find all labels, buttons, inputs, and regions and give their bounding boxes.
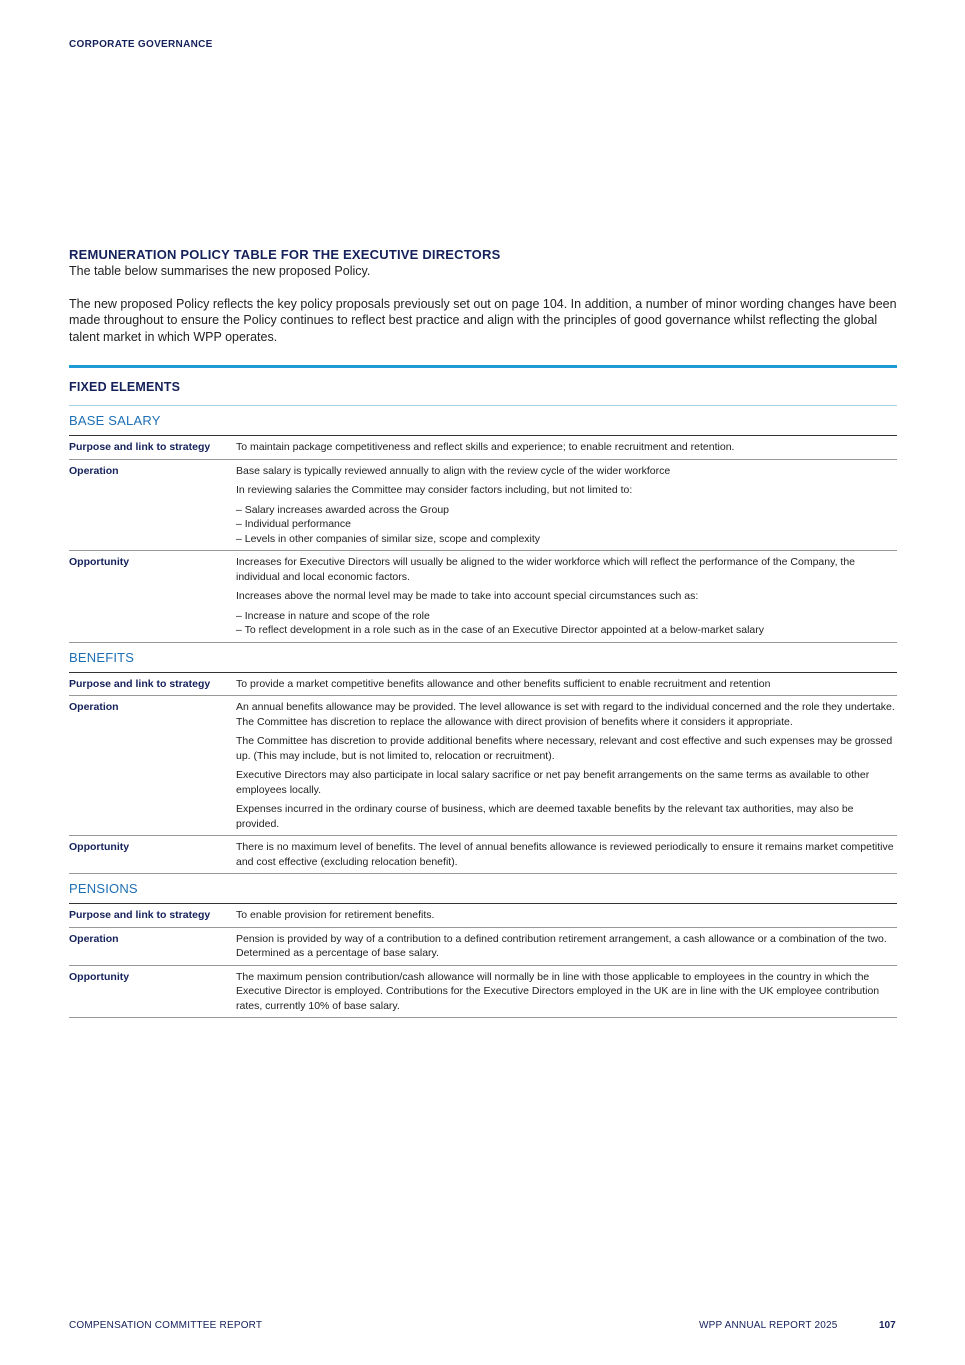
- row-label: Purpose and link to strategy: [69, 909, 211, 921]
- footer-report-title: WPP ANNUAL REPORT 2025: [699, 1320, 838, 1331]
- bullet-item: – Individual performance: [236, 518, 351, 530]
- row-paragraph: Executive Directors may also participate in local salary sacrifice or net pay benefit arrangements on the same terms as available to other employees locally.: [236, 769, 870, 796]
- group-title: BASE SALARY: [69, 406, 897, 436]
- page-number: 107: [879, 1320, 896, 1331]
- row-label: Operation: [69, 701, 119, 713]
- row-label: Operation: [69, 932, 119, 945]
- row-paragraph: To provide a market competitive benefits allowance and other benefits sufficient to enable recruitment and retention: [236, 677, 771, 690]
- intro: [69, 247, 897, 345]
- table-row: [69, 696, 897, 836]
- policy-groups: [69, 406, 897, 1018]
- bullet-item: – Increase in nature and scope of the role: [236, 609, 430, 622]
- row-label: Purpose and link to strategy: [69, 677, 211, 690]
- row-paragraph: Increases above the normal level may be made to take into account special circumstances such as:: [236, 590, 699, 602]
- row-paragraph: Base salary is typically reviewed annually to align with the review cycle of the wider workforce: [236, 464, 671, 477]
- row-paragraph: The Committee has discretion to provide additional benefits where necessary, relevant and cost effective and such expenses may be grossed up. (This may include, but is not limited to, relocation or recruitment).: [236, 735, 893, 762]
- row-label: Purpose and link to strategy: [69, 441, 211, 453]
- row-label: Opportunity: [69, 556, 130, 568]
- fixed-elements-title: FIXED ELEMENTS: [69, 368, 897, 406]
- row-content: [236, 970, 897, 1014]
- row-paragraph: In reviewing salaries the Committee may consider factors including, but not limited to:: [236, 484, 633, 496]
- row-content: [236, 464, 897, 547]
- row-paragraph: The maximum pension contribution/cash allowance will normally be in line with those applicable to employees in the country in which the Executive Director is employed. Contributions for the Executive Directors employed in the UK are in line with the UK employee contribution rates, currently 10% of base salary.: [236, 970, 880, 1012]
- row-content: [236, 440, 897, 455]
- bullet-item: – Levels in other companies of similar size, scope and complexity: [236, 532, 541, 545]
- row-content: [236, 908, 897, 923]
- row-label: Opportunity: [69, 841, 130, 853]
- group-title: PENSIONS: [69, 874, 897, 904]
- intro-subtitle: The table below summarises the new proposed Policy.: [69, 264, 371, 278]
- bullet-list: [236, 503, 897, 547]
- row-content: [236, 840, 897, 869]
- bullet-list: [236, 609, 897, 638]
- row-paragraph: Expenses incurred in the ordinary course of business, which are deemed taxable benefits by the relevant tax authorities, may also be provided.: [236, 803, 854, 830]
- bullet-item: – To reflect development in a role such as in the case of an Executive Director appointed at a below-market salary: [236, 624, 765, 636]
- group-title: BENEFITS: [69, 643, 897, 673]
- row-label: Operation: [69, 464, 119, 477]
- table-row: [69, 436, 897, 460]
- row-paragraph: An annual benefits allowance may be provided. The level allowance is set with regard to the individual concerned and the role they undertake. The Committee has discretion to replace the allowance with direct provision of benefits where it considers it appropriate.: [236, 701, 895, 728]
- policy-table: [69, 365, 897, 1018]
- policy-table-title: REMUNERATION POLICY TABLE FOR THE EXECUTIVE DIRECTORS: [69, 247, 501, 262]
- row-paragraph: To maintain package competitiveness and reflect skills and experience; to enable recruitment and retention.: [236, 441, 735, 453]
- table-row: [69, 460, 897, 552]
- row-content: [236, 932, 897, 961]
- table-row: [69, 966, 897, 1019]
- row-label: Opportunity: [69, 970, 130, 983]
- row-paragraph: There is no maximum level of benefits. The level of annual benefits allowance is reviewed periodically to ensure it remains market competitive and cost effective (excluding relocation benefit).: [236, 841, 894, 868]
- row-paragraph: To enable provision for retirement benefits.: [236, 909, 435, 921]
- table-row: [69, 836, 897, 874]
- section-header: CORPORATE GOVERNANCE: [69, 39, 213, 50]
- table-row: [69, 551, 897, 643]
- row-content: [236, 677, 897, 692]
- intro-paragraph: The new proposed Policy reflects the key policy proposals previously set out on page 104. In addition, a number of minor wording changes have been made throughout to ensure the Policy continues to reflect best practice and align with the principles of good governance whilst reflecting the global talent market in which WPP operates.: [69, 296, 897, 344]
- table-row: [69, 928, 897, 966]
- bullet-item: – Salary increases awarded across the Group: [236, 503, 450, 516]
- row-paragraph: Pension is provided by way of a contribution to a defined contribution retirement arrangement, a cash allowance or a combination of the two. Determined as a percentage of base salary.: [236, 932, 887, 959]
- row-content: [236, 700, 897, 831]
- row-content: [236, 555, 897, 638]
- table-row: [69, 673, 897, 697]
- footer-report-section: COMPENSATION COMMITTEE REPORT: [69, 1320, 263, 1331]
- table-row: [69, 904, 897, 928]
- row-paragraph: Increases for Executive Directors will usually be aligned to the wider workforce which will reflect the performance of the Company, the individual and local economic factors.: [236, 556, 855, 583]
